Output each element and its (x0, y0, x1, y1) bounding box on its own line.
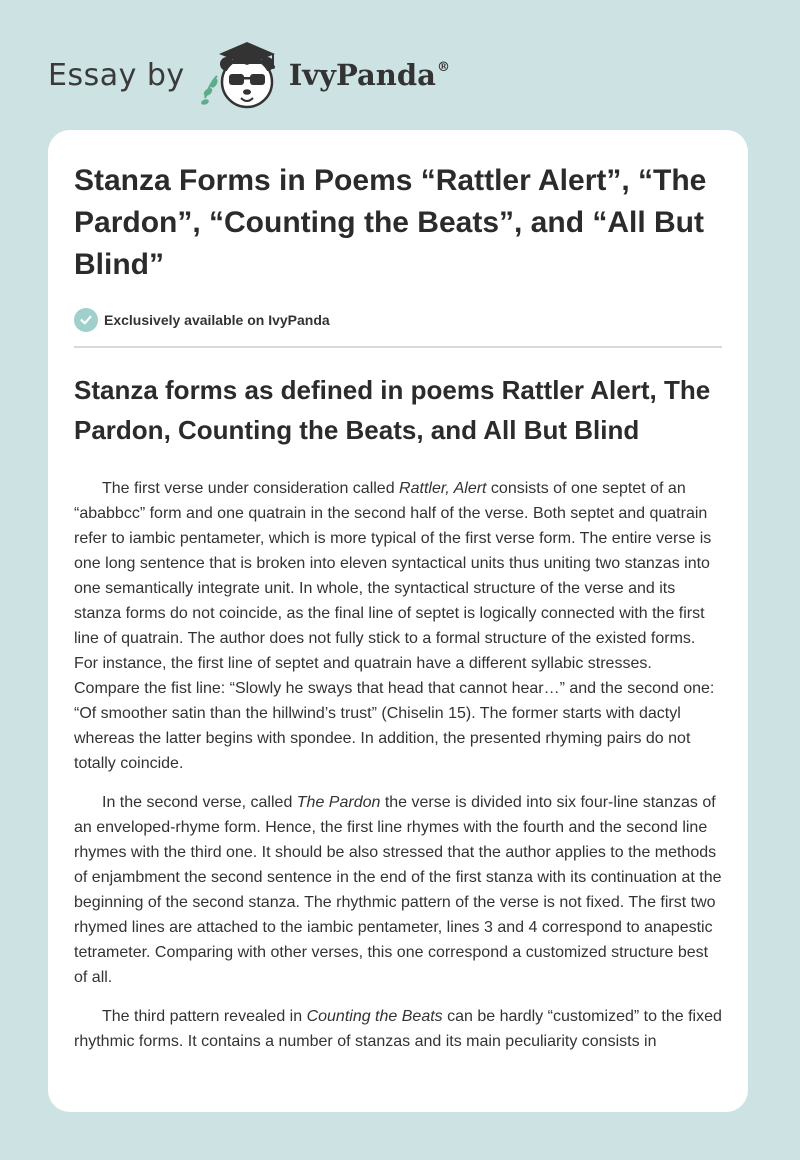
ivypanda-logo-icon[interactable] (199, 36, 285, 114)
section-heading: Stanza forms as defined in poems Rattler Alert, The Pardon, Counting the Beats, and All But Blind (74, 375, 711, 445)
p3-title-counting-the-beats: Counting the Beats (306, 1008, 443, 1025)
brand-name (289, 58, 450, 92)
p1-text-a: The first verse under consideration called (102, 480, 400, 497)
article-card (48, 130, 748, 1112)
page-title: Stanza Forms in Poems “Rattler Alert”, “The Pardon”, “Counting the Beats”, and “All But Blind” (74, 164, 707, 281)
brand-name-text: IvyPanda (288, 58, 436, 92)
essay-by-label: Essay by (48, 57, 185, 93)
p1-text-c: consists of one septet of an “ababbcc” form and one quatrain in the second half of the verse. Both septet and quatrain refer to iambic pentameter, which is more typical of the first verse form. The entire verse is one long sentence that is broken into eleven syntactical units thus uniting two stanzas into one semantically integrate unit. In whole, the syntactical structure of the verse and its stanza forms do not coincide, as the final line of septet is logically connected with the first line of quatrain. The author does not fully stick to a formal structure of the existed forms. For instance, the first line of septet and quatrain have a different syllabic stresses. Compare the fist line: “Slowly he sways that head that cannot hear…” and the second one: “Of smoother satin than the hillwind’s trust” (Chiselin 15). The former starts with dactyl whereas the latter begins with spondee. In addition, the presented rhyming pairs do not totally coincide. (74, 480, 715, 772)
p2-text-a: In the second verse, called (102, 794, 297, 811)
paragraph-1 (74, 476, 722, 776)
registered-mark: ® (436, 60, 450, 75)
check-icon (74, 308, 98, 332)
p3-text-c: can be hardly “customized” to the fixed rhythmic forms. It contains a number of stanzas and its main peculiarity consists in (74, 1008, 722, 1050)
exclusive-badge (74, 308, 722, 332)
paragraph-3 (74, 1004, 722, 1054)
p3-text-a: The third pattern revealed in (102, 1008, 307, 1025)
exclusive-label: Exclusively available on IvyPanda (104, 312, 330, 328)
p2-text-c: the verse is divided into six four-line stanzas of an enveloped-rhyme form. Hence, the first line rhymes with the fourth and the second line rhymes with the third one. It should be also stressed that the author applies to the methods of enjambment the second sentence in the end of the first stanza with its continuation at the beginning of the second stanza. The rhythmic pattern of the verse is not fixed. The first two rhymed lines are attached to the iambic pentameter, lines 3 and 4 correspond to anapestic tetrameter. Comparing with other verses, this one correspond a customized structure best of all. (74, 794, 722, 986)
paragraph-2 (74, 790, 722, 990)
divider (74, 346, 722, 348)
p2-title-the-pardon: The Pardon (296, 794, 381, 811)
p1-title-rattler-alert: Rattler, Alert (399, 480, 487, 497)
site-header (48, 36, 450, 114)
